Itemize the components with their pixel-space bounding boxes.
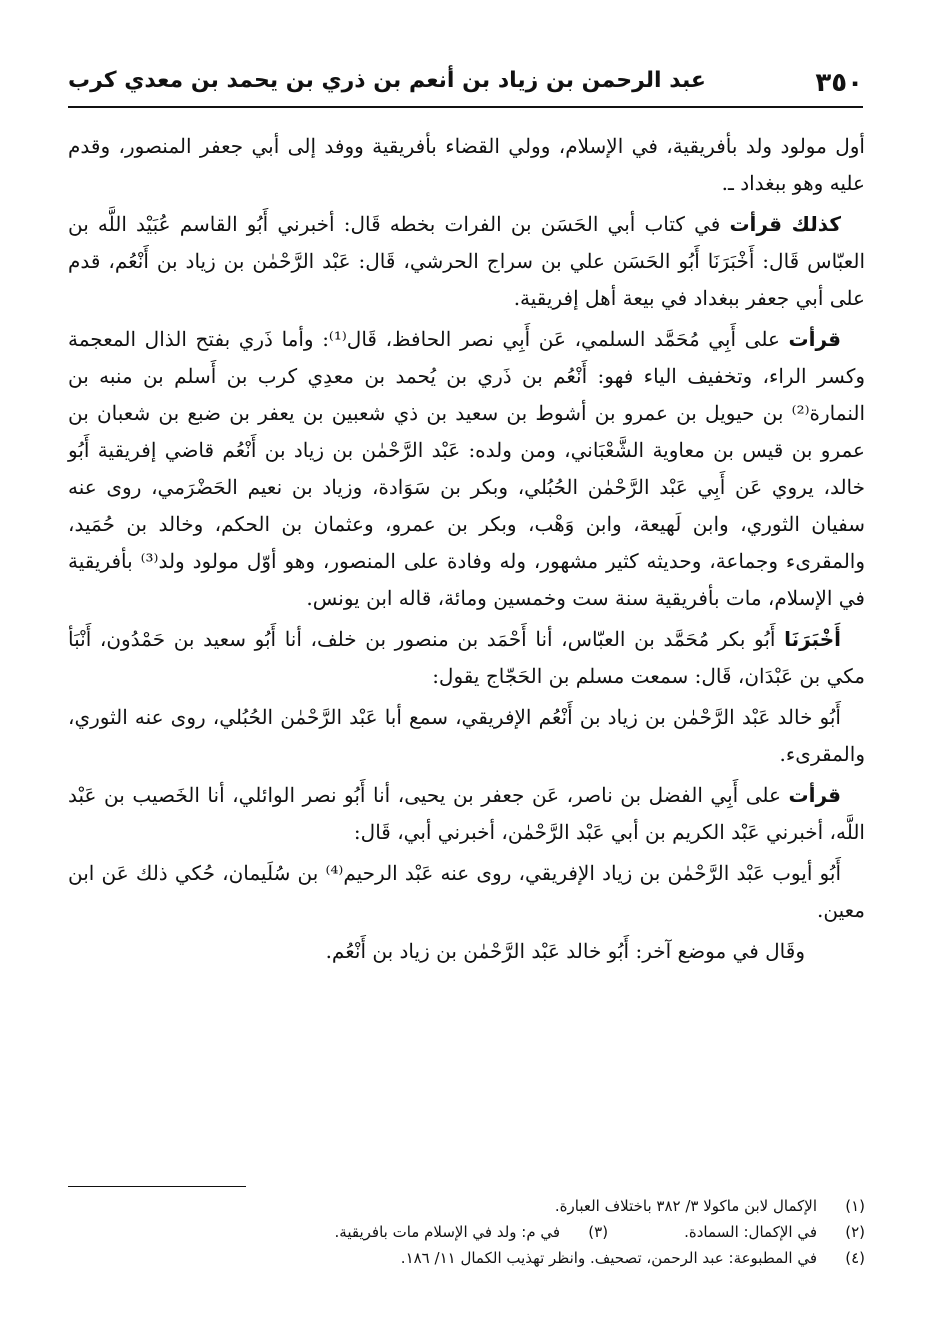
running-title: عبد الرحمن بن زياد بن أنعم بن ذري بن يحمد بن معدي كرب xyxy=(68,68,706,93)
paragraph-text: في كتاب أبي الحَسَن بن الفرات بخطه قَال: أخبرني أَبُو القاسم عُبَيْد اللَّه بن العبّاس قَال: أَخْبَرَنَا أَبُو الحَسَن علي بن سراج الحرشي، قَال: عَبْد الرَّحْمٰن بن زياد بن أَنْعُم، قدم على أبي جعفر ببغداد في بيعة أهل إفريقية. xyxy=(68,212,865,310)
paragraph-lead: قرأت xyxy=(788,783,841,807)
paragraph-text: أَبُو بكر مُحَمَّد بن العبّاس، أنا أَحْمَد بن منصور بن خلف، أنا أَبُو سعيد بن حَمْدُون، أَنْبَأ مكي بن عَبْدَان، قَال: سمعت مسلم بن الحَجّاج يقول: xyxy=(68,627,865,688)
footnote-text: الإكمال لابن ماكولا ٣/ ٣٨٢ باختلاف العبارة. xyxy=(554,1197,817,1215)
paragraph-lead: قرأت xyxy=(788,327,841,351)
paragraph xyxy=(68,699,865,773)
paragraph-lead: أَخْبَرَنَا xyxy=(784,627,841,651)
page-header xyxy=(68,62,863,108)
page-number: ٣٥٠ xyxy=(815,68,863,98)
footnote-number: (٤) xyxy=(845,1249,865,1267)
paragraph-text: أول مولود ولد بأفريقية، في الإسلام، وولي القضاء بأفريقية ووفد إلى أبي جعفر المنصور، وقدم عليه وهو ببغداد ـ. xyxy=(68,134,865,195)
paragraph xyxy=(68,933,865,970)
footnote-text: في المطبوعة: عبد الرحمن، تصحيف. وانظر تهذيب الكمال ١١/ ١٨٦. xyxy=(400,1249,817,1267)
footnote-divider xyxy=(68,1186,246,1187)
paragraph-text: أَبُو أيوب عَبْد الرَّحْمٰن بن زياد الإفريقي، روى عنه عَبْد الرحيم⁽⁴⁾ بن سُلَيمان، حُكي ذلك عَن ابن معين. xyxy=(68,861,865,922)
paragraph xyxy=(68,128,865,202)
footnote-number: (٢) xyxy=(845,1223,865,1241)
paragraph-text: على أَبِي الفضل بن ناصر، عَن جعفر بن يحيى، أنا أَبُو نصر الوائلي، أنا الخَصيب بن عَبْد اللَّه، أخبرني عَبْد الكريم بن أبي عَبْد الرَّحْمٰن، أخبرني أبي، قَال: xyxy=(68,783,865,844)
footnote-1 xyxy=(68,1193,865,1219)
footnote-number: (٣) xyxy=(588,1223,609,1241)
main-text xyxy=(68,128,865,974)
paragraph xyxy=(68,206,865,317)
footnotes xyxy=(68,1193,865,1271)
paragraph-text: وقَال في موضع آخر: أَبُو خالد عَبْد الرَّحْمٰن بن زياد بن أَنْعُم. xyxy=(325,939,805,963)
paragraph-lead: كذلك قرأت xyxy=(729,212,841,236)
footnote-4 xyxy=(68,1245,865,1271)
footnote-number: (١) xyxy=(845,1197,865,1215)
paragraph xyxy=(68,621,865,695)
paragraph-text: على أَبِي مُحَمَّد السلمي، عَن أَبِي نصر الحافظ، قَال⁽¹⁾: وأما ذَري بفتح الذال المعجمة وكسر الراء، وتخفيف الياء فهو: أَنْعُم بن ذَري بن يُحمد بن معدِي كرب بن أَسلم بن منبه بن النمارة⁽²⁾ بن حيويل بن عمرو بن أشوط بن سعيد بن ذي شعبين بن يعفر بن ضبع بن شعبان بن عمرو بن قيس بن معاوية الشَّعْبَاني، ومن ولده: عَبْد الرَّحْمٰن بن زياد بن أَنْعُم قاضي إفريقية أَبُو خالد، يروي عَن أَبِي عَبْد الرَّحْمٰن الحُبُلي، وبكر بن سَوَادة، وزياد بن نعيم الحَضْرَمي، روى عنه سفيان الثوري، وابن لَهيعة، وابن وَهْب، وبكر بن عمرو، وعثمان بن الحكم، وخالد بن حُمَيد، والمقرىء وجماعة، وحديثه كثير مشهور، وله وفادة على المنصور، وهو أوّل مولود ولد⁽³⁾ بأفريقية في الإسلام، مات بأفريقية سنة ست وخمسين ومائة، قاله ابن يونس. xyxy=(68,327,865,610)
paragraph xyxy=(68,855,865,929)
footnote-2-3 xyxy=(68,1219,865,1245)
footnote-text: في الإكمال: السمادة. xyxy=(684,1223,817,1241)
paragraph-text: أَبُو خالد عَبْد الرَّحْمٰن بن زياد بن أَنْعُم الإفريقي، سمع أبا عَبْد الرَّحْمٰن الحُبُلي، روى عنه الثوري، والمقرىء. xyxy=(68,705,865,766)
footnote-text: في م: ولد في الإسلام مات بافريقية. xyxy=(334,1223,561,1241)
paragraph xyxy=(68,777,865,851)
paragraph xyxy=(68,321,865,617)
